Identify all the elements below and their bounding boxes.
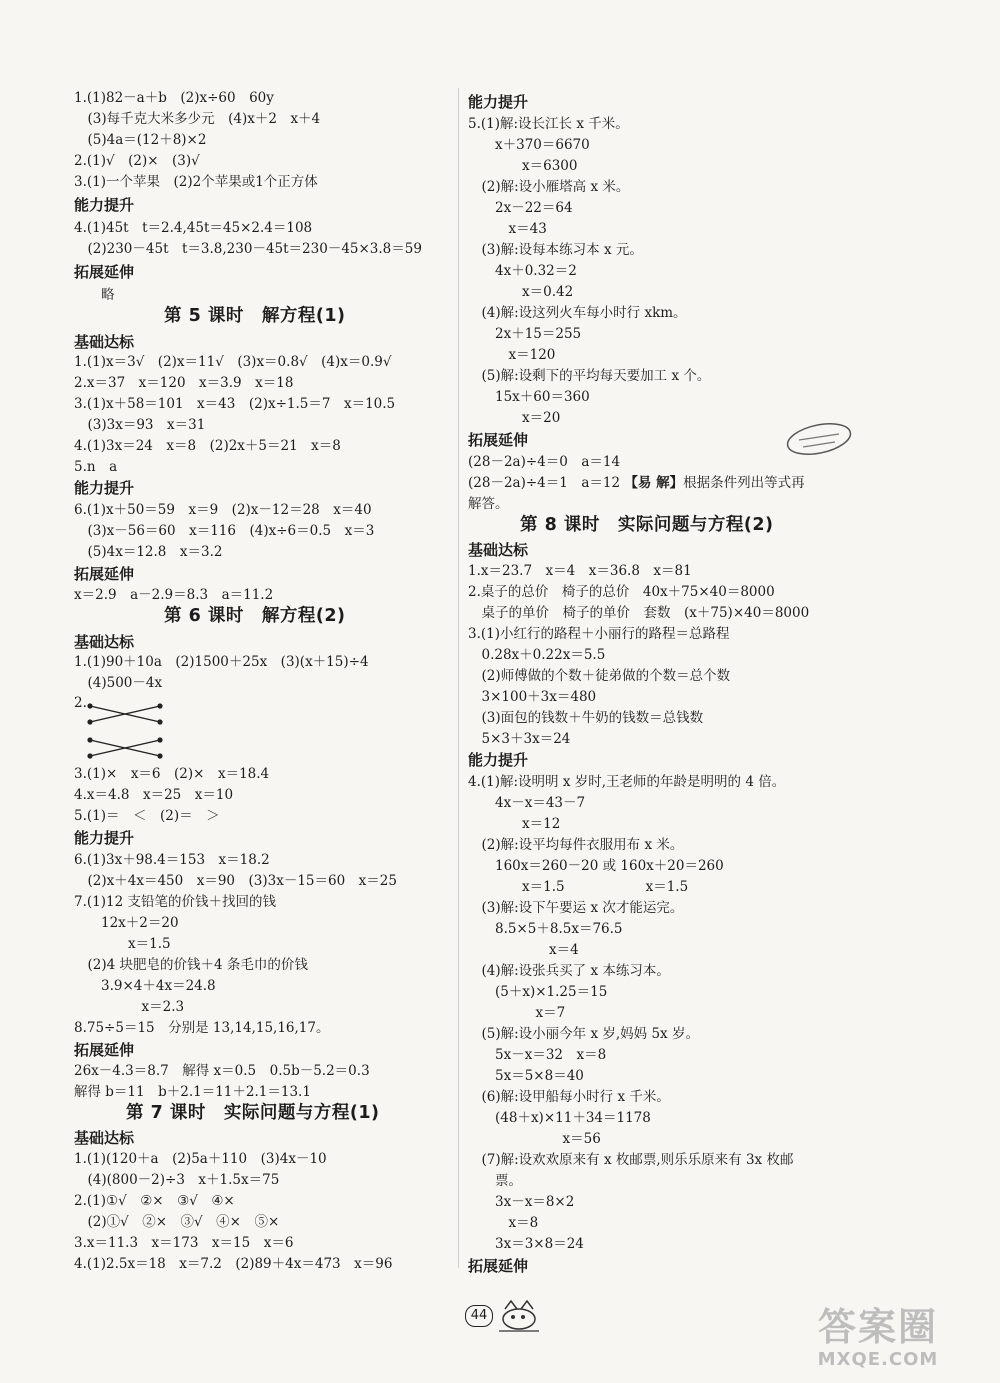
watermark-text: 答案圈 (817, 1305, 938, 1349)
answer-line: 8.5×5＋8.5x＝76.5 (468, 921, 623, 937)
answer-line: 5.n a (74, 459, 118, 475)
section-heading: 拓展延伸 (74, 565, 135, 583)
answer-line: (3)3x＝93 x＝31 (74, 417, 206, 433)
page-footer (465, 1297, 545, 1333)
answer-line: 4x＋0.32＝2 (468, 263, 577, 279)
answer-line: (4)(800－2)÷3 x＋1.5x＝75 (74, 1172, 280, 1188)
answer-line: (5)4a＝(12＋8)×2 (74, 132, 207, 148)
answer-line: 3.(1)x＋58＝101 x＝43 (2)x÷1.5＝7 x＝10.5 (74, 396, 396, 412)
answer-line: 6.(1)3x＋98.4＝153 x＝18.2 (74, 852, 270, 868)
answer-line: 2.x＝37 x＝120 x＝3.9 x＝18 (74, 375, 294, 391)
watermark-url: MXQE.COM (817, 1349, 939, 1370)
answer-line: 3.(1)× x＝6 (2)× x＝18.4 (74, 766, 270, 782)
answer-line: 4x－x＝43－7 (468, 795, 586, 811)
answer-line: 6.(1)x＋50＝59 x＝9 (2)x－12＝28 x＝40 (74, 502, 372, 518)
answer-line: 4.(1)45t t＝2.4,45t＝45×2.4＝108 (74, 220, 313, 236)
answer-line: x＝12 (468, 816, 561, 832)
answer-line: 2.(1)√ (2)× (3)√ (74, 153, 200, 169)
answer-line: x＝43 (468, 221, 547, 237)
answer-line: 160x＝260－20 或 160x＋20＝260 (468, 858, 724, 874)
section-heading: 基础达标 (74, 1129, 135, 1147)
answer-line: 4.(1)解:设明明 x 岁时,王老师的年龄是明明的 4 倍。 (468, 774, 786, 790)
answer-line: x＝1.5 x＝1.5 (468, 879, 689, 895)
answer-line: 解得 b＝11 b＋2.1＝11＋2.1＝13.1 (74, 1084, 311, 1100)
answer-line: (5)解:设小丽今年 x 岁,妈妈 5x 岁。 (468, 1026, 699, 1042)
section-heading: 基础达标 (74, 633, 135, 651)
section-heading: 拓展延伸 (468, 431, 529, 449)
answer-line: (2)解:设小雁塔高 x 米。 (468, 179, 630, 195)
inline-equation: (28－2a)÷4＝1 a＝12 (468, 475, 621, 491)
section-heading: 拓展延伸 (74, 263, 135, 281)
answer-line: (2)①√ ②× ③√ ④× ⑤× (74, 1214, 280, 1230)
answer-line: 1.(1)(120＋a (2)5a＋110 (3)4x－10 (74, 1151, 327, 1167)
answer-line: 4.x＝4.8 x＝25 x＝10 (74, 787, 234, 803)
answer-line: x＝56 (468, 1131, 601, 1147)
answer-line: 3.x＝11.3 x＝173 x＝15 x＝6 (74, 1235, 294, 1251)
answer-line: 1.(1)82－a＋b (2)x÷60 60y (74, 90, 274, 106)
answer-line: x＝20 (468, 410, 561, 426)
tip-text: 根据条件列出等式再 (683, 475, 805, 491)
stamp-icon (783, 420, 855, 458)
lesson-title: 第 5 课时 解方程(1) (164, 306, 346, 326)
answer-line: (48＋x)×11＋34＝1178 (468, 1110, 651, 1126)
answer-line: x＝6300 (468, 158, 578, 174)
answer-line: 5×3＋3x＝24 (468, 731, 571, 747)
answer-line: x＝1.5 (74, 936, 171, 952)
answer-line: (4)解:设这列火车每小时行 xkm。 (468, 305, 687, 321)
answer-line: (2)4 块肥皂的价钱＋4 条毛巾的价钱 (74, 957, 308, 973)
answer-line: 桌子的单价 椅子的单价 套数 (x＋75)×40＝8000 (468, 605, 810, 621)
answer-line: 票。 (468, 1173, 522, 1189)
answer-line: 5x＝5×8＝40 (468, 1068, 584, 1084)
answer-line: x＝2.3 (74, 999, 185, 1015)
section-heading: 能力提升 (468, 93, 529, 111)
mascot-icon (495, 1297, 543, 1333)
answer-line: 15x＋60＝360 (468, 389, 590, 405)
section-heading: 基础达标 (74, 333, 135, 351)
answer-line: 2x＋15＝255 (468, 326, 582, 342)
section-heading: 能力提升 (74, 479, 135, 497)
answer-line: (28－2a)÷4＝0 a＝14 (468, 454, 621, 470)
answer-line: (5)解:设剩下的平均每天要加工 x 个。 (468, 368, 711, 384)
answer-line: 26x－4.3＝8.7 解得 x＝0.5 0.5b－5.2＝0.3 (74, 1063, 370, 1079)
section-heading: 拓展延伸 (468, 1257, 529, 1275)
answer-line: x＝120 (468, 347, 556, 363)
answer-line: 解答。 (468, 496, 509, 512)
section-heading: 能力提升 (74, 196, 135, 214)
answer-line: x＝2.9 a－2.9＝8.3 a＝11.2 (74, 587, 274, 603)
answer-line: (3)面包的钱数＋牛奶的钱数＝总钱数 (468, 710, 704, 726)
answer-line: (2)师傅做的个数＋徒弟做的个数＝总个数 (468, 668, 731, 684)
answer-line: (2)x＋4x＝450 x＝90 (3)3x－15＝60 x＝25 (74, 873, 397, 889)
answer-line: 3×100＋3x＝480 (468, 689, 597, 705)
answer-line: (5)4x＝12.8 x＝3.2 (74, 544, 223, 560)
answer-line: 0.28x＋0.22x＝5.5 (468, 647, 606, 663)
matching-lines-diagram (74, 698, 184, 764)
watermark-logo (778, 1305, 978, 1377)
answer-line: 5.(1)解:设长江长 x 千米。 (468, 116, 629, 132)
section-heading: 拓展延伸 (74, 1041, 135, 1059)
answer-line: 1.x＝23.7 x＝4 x＝36.8 x＝81 (468, 563, 692, 579)
section-heading: 基础达标 (468, 541, 529, 559)
answer-line: 2x－22＝64 (468, 200, 573, 216)
answer-line: x＝4 (468, 942, 579, 958)
answer-line: 8.75÷5＝15 分别是 13,14,15,16,17。 (74, 1020, 330, 1036)
answer-line: 5x－x＝32 x＝8 (468, 1047, 607, 1063)
answer-line: 1.(1)90＋10a (2)1500＋25x (3)(x＋15)÷4 (74, 654, 369, 670)
answer-line: (5＋x)×1.25＝15 (468, 984, 608, 1000)
answer-line: 7.(1)12 支铅笔的价钱＋找回的钱 (74, 894, 276, 910)
answer-line: x＝0.42 (468, 284, 574, 300)
lesson-title: 第 6 课时 解方程(2) (164, 606, 346, 626)
section-heading: 能力提升 (74, 829, 135, 847)
answer-line: 12x＋2＝20 (74, 915, 179, 931)
answer-line: (2)230－45t t＝3.8,230－45t＝230－45×3.8＝59 (74, 241, 422, 257)
page-number: 44 (465, 1305, 493, 1327)
answer-line: (4)解:设张兵买了 x 本练习本。 (468, 963, 670, 979)
answer-line: 4.(1)3x＝24 x＝8 (2)2x＋5＝21 x＝8 (74, 438, 341, 454)
column-divider (458, 88, 459, 1268)
answer-line: x＝8 (468, 1215, 539, 1231)
tip-label: 【易 解】 (624, 475, 684, 491)
answer-line: 略 (74, 287, 115, 303)
lesson-title: 第 7 课时 实际问题与方程(1) (126, 1103, 380, 1123)
answer-line: 2. (74, 695, 87, 711)
answer-line: 2.桌子的总价 椅子的总价 40x＋75×40＝8000 (468, 584, 775, 600)
section-heading: 能力提升 (468, 751, 529, 769)
answer-line: (3)每千克大米多少元 (4)x＋2 x＋4 (74, 111, 321, 127)
answer-line: 3.(1)小红行的路程＋小丽行的路程＝总路程 (468, 626, 730, 642)
answer-line: 4.(1)2.5x＝18 x＝7.2 (2)89＋4x＝473 x＝96 (74, 1256, 393, 1272)
answer-line (468, 473, 805, 493)
answer-line: 5.(1)＝ ＜ (2)＝ ＞ (74, 808, 220, 824)
answer-line: 2.(1)①√ ②× ③√ ④× (74, 1193, 235, 1209)
answer-line: (6)解:设甲船每小时行 x 千米。 (468, 1089, 670, 1105)
answer-line: (2)解:设平均每件衣服用布 x 米。 (468, 837, 684, 853)
answer-line: (3)解:设下午要运 x 次才能运完。 (468, 900, 684, 916)
answer-line: 3x－x＝8×2 (468, 1194, 575, 1210)
answer-line: x＝7 (468, 1005, 566, 1021)
answer-line: (7)解:设欢欢原来有 x 枚邮票,则乐乐原来有 3x 枚邮 (468, 1152, 794, 1168)
answer-line: 3.(1)一个苹果 (2)2个苹果或1个正方体 (74, 174, 318, 190)
answer-line: 3x＝3×8＝24 (468, 1236, 584, 1252)
answer-line: (3)x－56＝60 x＝116 (4)x÷6＝0.5 x＝3 (74, 523, 375, 539)
lesson-title: 第 8 课时 实际问题与方程(2) (520, 515, 774, 535)
answer-line: (4)500－4x (74, 675, 163, 691)
answer-line: 1.(1)x＝3√ (2)x＝11√ (3)x＝0.8√ (4)x＝0.9√ (74, 354, 392, 370)
answer-line: 3.9×4＋4x＝24.8 (74, 978, 216, 994)
answer-line: x＋370＝6670 (468, 137, 590, 153)
answer-line: (3)解:设每本练习本 x 元。 (468, 242, 643, 258)
